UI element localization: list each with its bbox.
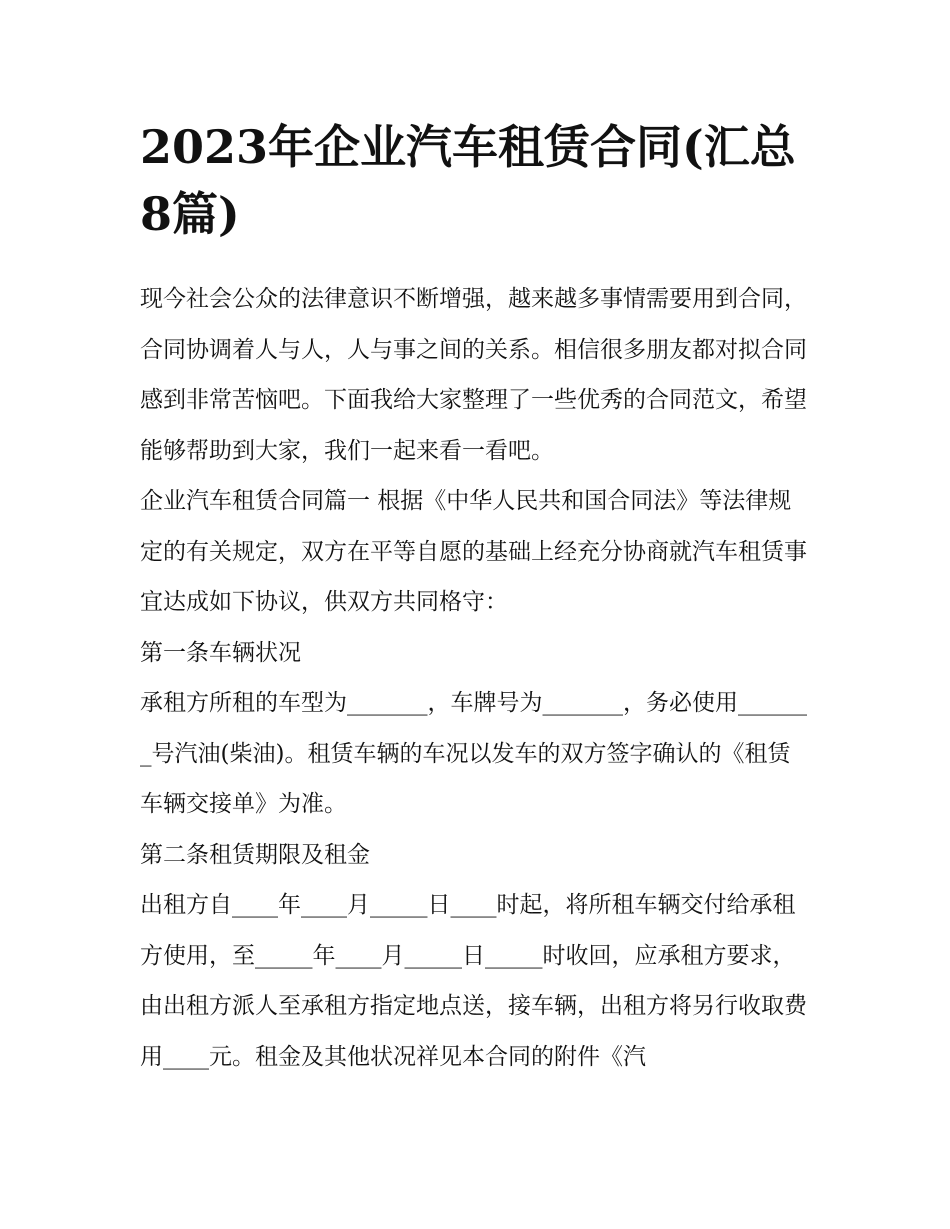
article-1-body: 承租方所租的车型为_______，车牌号为_______，务必使用_______号汽油(柴油)。租赁车辆的车况以发车的双方签字确认的《租赁车辆交接单》为准。: [140, 690, 807, 817]
article-2-body: 出租方自____年____月_____日____时起，将所租车辆交付给承租方使用，至_____年____月_____日_____时收回，应承租方要求，由出租方派人至承租方指定地点送，接车辆，出租方将另行收取费用____元。租金及其他状况祥见本合同的附件《汽: [140, 892, 807, 1070]
article-1-heading: 第一条车辆状况: [140, 639, 301, 666]
intro-paragraph: 现今社会公众的法律意识不断增强，越来越多事情需要用到合同，合同协调着人与人，人与事之间的关系。相信很多朋友都对拟合同感到非常苦恼吧。下面我给大家整理了一些优秀的合同范文，希望能够帮助到大家，我们一起来看一看吧。: [140, 286, 807, 464]
contract-preamble: 企业汽车租赁合同篇一 根据《中华人民共和国合同法》等法律规定的有关规定，双方在平等自愿的基础上经充分协商就汽车租赁事宜达成如下协议，供双方共同格守：: [140, 488, 807, 615]
document-page: [140, 114, 812, 1082]
article-2-heading: 第二条租赁期限及租金: [140, 841, 370, 868]
document-title: 2023年企业汽车租赁合同(汇总8篇): [140, 120, 796, 241]
